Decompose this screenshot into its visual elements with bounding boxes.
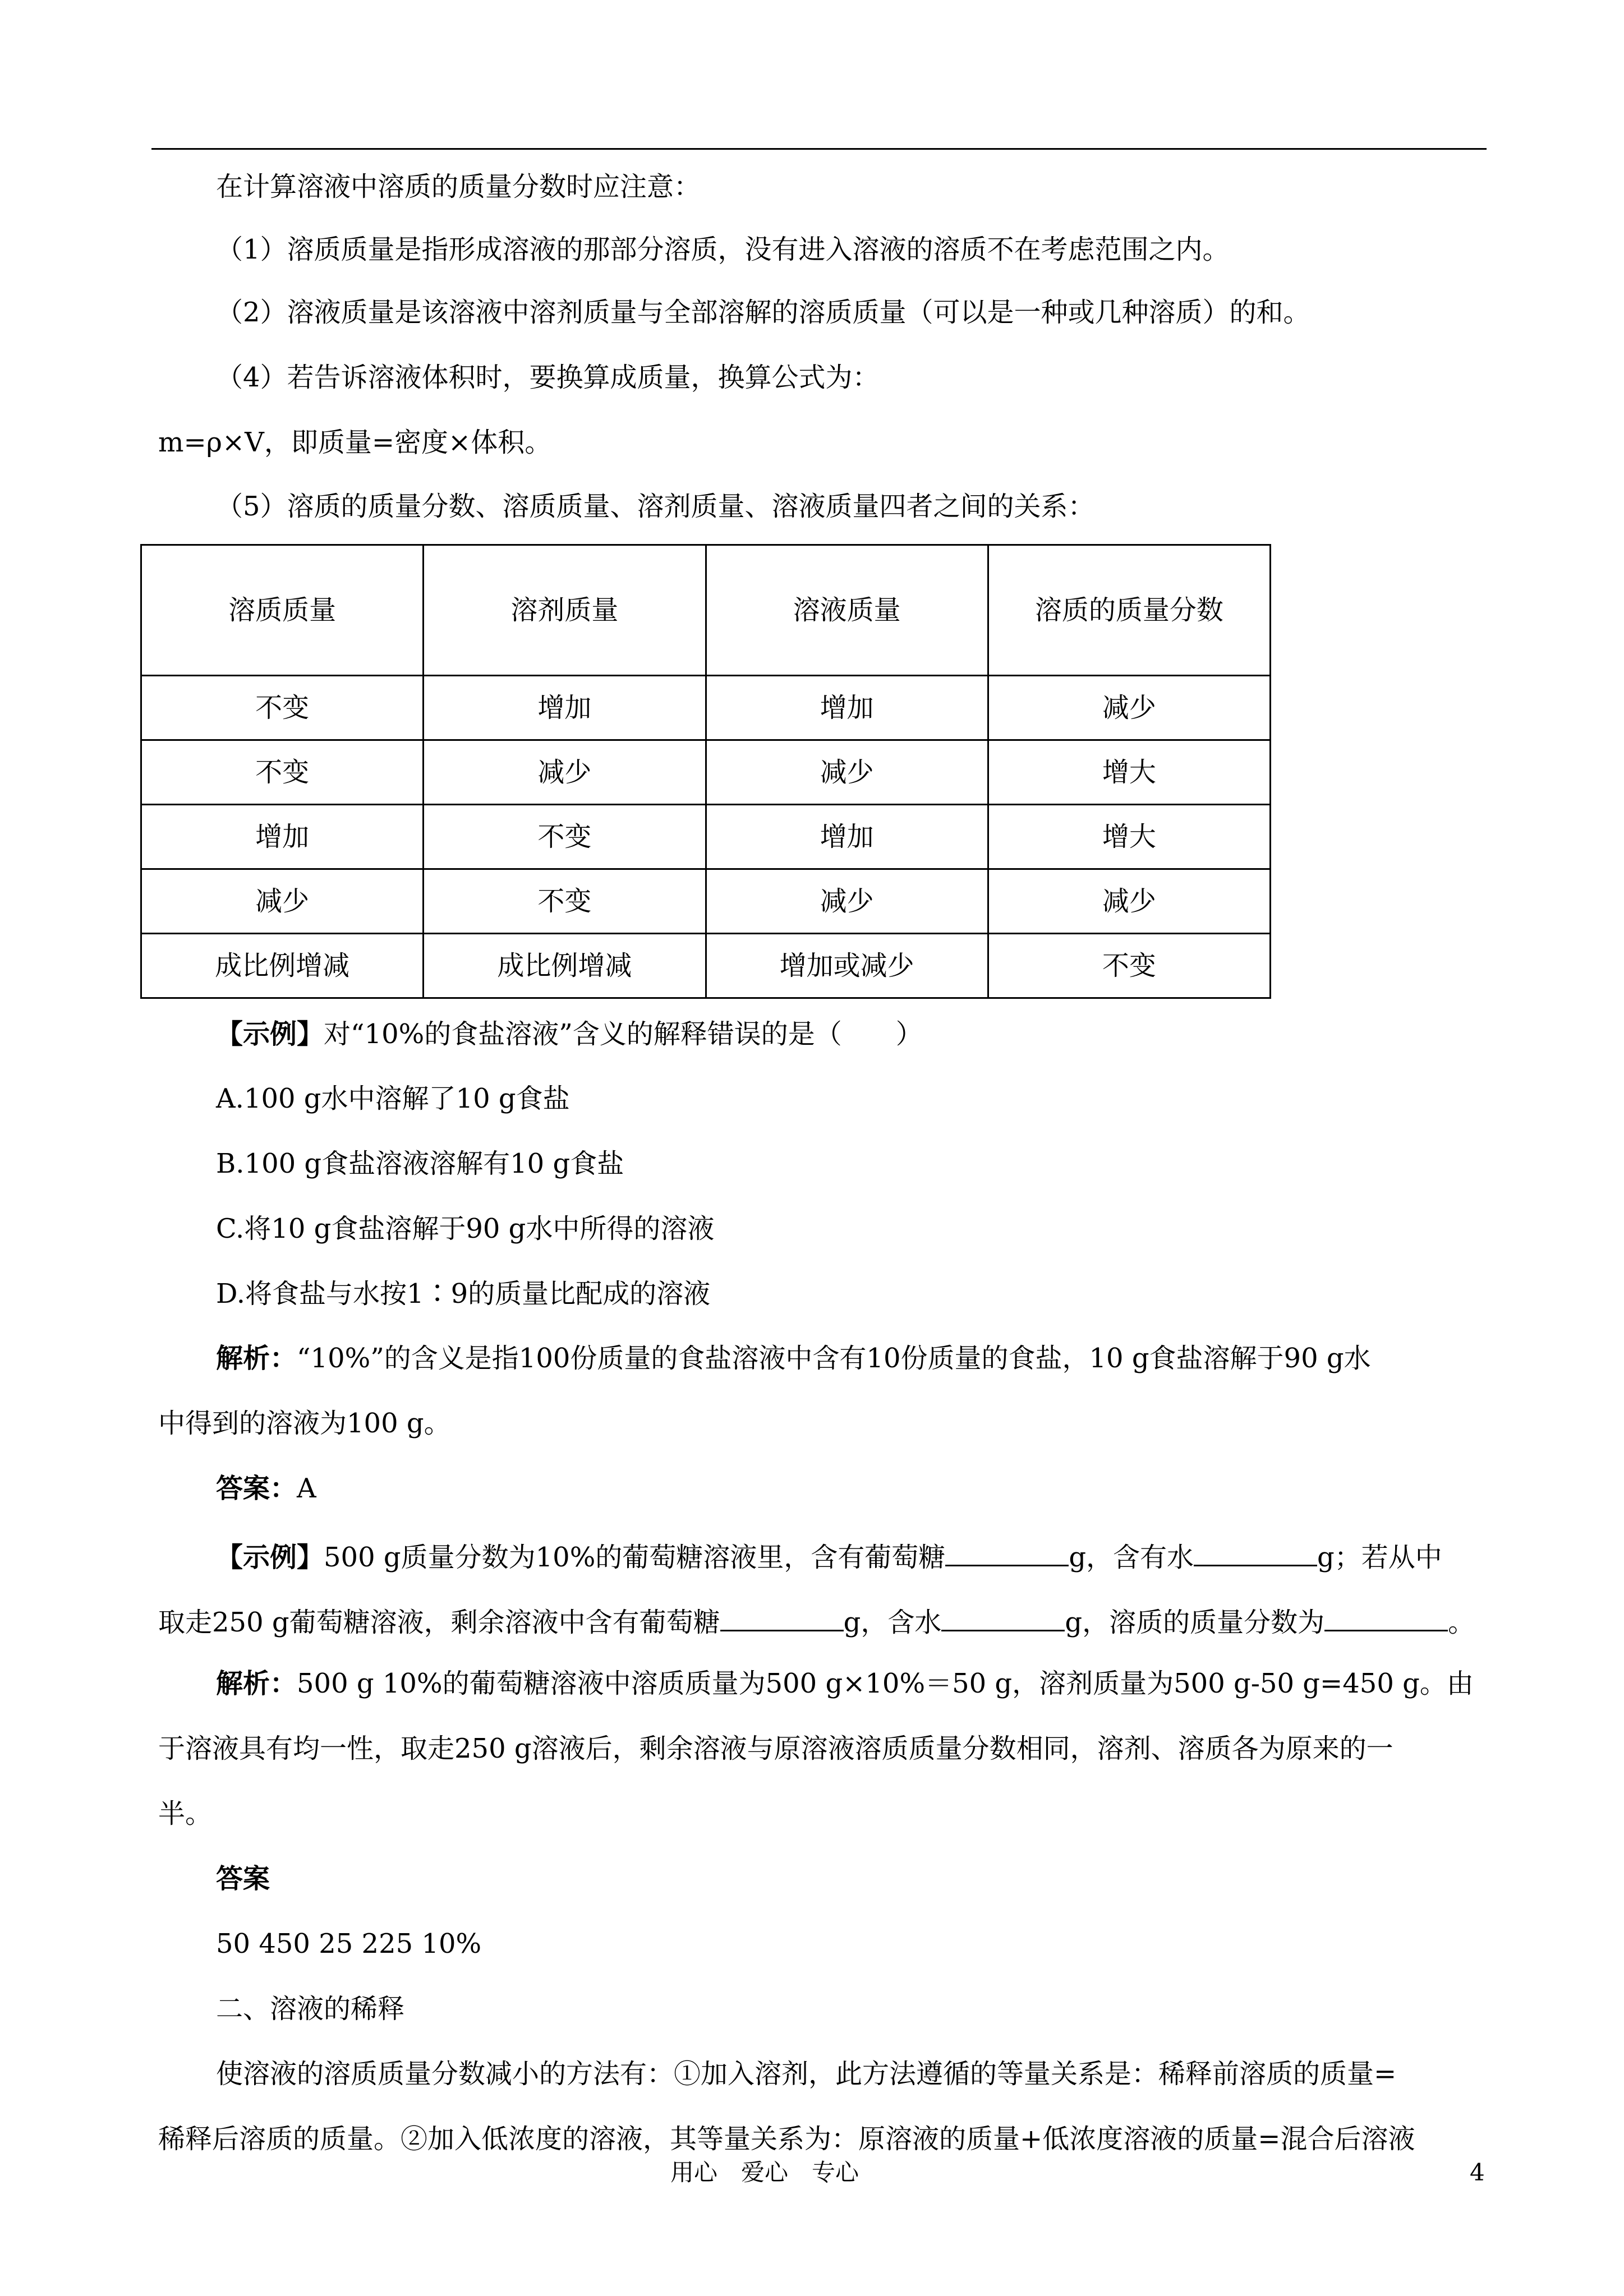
example-1-question [216,1017,923,1051]
question-text: 500 g质量分数为10%的葡萄糖溶液里，含有葡萄糖 [324,1542,946,1573]
table-row [141,869,1271,934]
table-cell: 不变 [424,869,706,934]
analysis-label: 解析： [216,1668,297,1699]
table-cell: 增加 [706,805,988,869]
table-row [141,740,1271,805]
footer-motto: 用心 爱心 专心 [670,2159,859,2186]
table-row [141,805,1271,869]
example-1-analysis-line1 [216,1341,1371,1375]
analysis-label: 解析： [216,1343,297,1374]
example-2-analysis-line3: 半。 [158,1798,213,1829]
table-header-cell: 溶剂质量 [424,545,706,676]
example-2-tag: 【示例】 [216,1542,324,1573]
example-1-analysis-line2: 中得到的溶液为100 g。 [158,1408,451,1439]
table-cell: 增加 [706,676,988,740]
answer-value: A [297,1473,316,1504]
answer-blank[interactable] [945,1537,1069,1566]
option-a: A.100 g水中溶解了10 g食盐 [216,1083,570,1114]
relationship-table [140,544,1271,999]
table-cell: 减少 [988,869,1270,934]
example-2-answer-values: 50 450 25 225 10% [216,1928,482,1960]
example-2-analysis-line1 [216,1667,1474,1700]
question-text: 。 [1448,1607,1475,1638]
table-cell: 减少 [988,676,1270,740]
formula-text: m=ρ×V，即质量=密度×体积。 [158,427,552,458]
table-cell: 增加或减少 [706,934,988,998]
question-text: 取走250 g葡萄糖溶液，剩余溶液中含有葡萄糖 [158,1607,720,1638]
question-text: g，含有水 [1069,1542,1194,1573]
question-text: g，含水 [843,1607,942,1638]
option-b: B.100 g食盐溶液溶解有10 g食盐 [216,1148,624,1179]
answer-blank[interactable] [941,1602,1065,1631]
question-text: g，溶质的质量分数为 [1065,1607,1325,1638]
example-1-text: 对“10%的食盐溶液”含义的解释错误的是（ ） [324,1018,923,1050]
analysis-text: 500 g 10%的葡萄糖溶液中溶质质量为500 g×10%＝50 g，溶剂质量为500 g-50 g=450 g。由 [297,1668,1474,1699]
table-cell: 成比例增减 [424,934,706,998]
table-row [141,934,1271,998]
intro-text: 在计算溶液中溶质的质量分数时应注意： [216,171,701,202]
note-4: （4）若告诉溶液体积时，要换算成质量，换算公式为： [216,362,880,393]
header-rule [151,148,1487,150]
table-cell: 不变 [424,805,706,869]
table-cell: 增加 [424,676,706,740]
table-cell: 不变 [988,934,1270,998]
table-header-cell: 溶液质量 [706,545,988,676]
table-cell: 增加 [141,805,424,869]
option-d: D.将食盐与水按1∶9的质量比配成的溶液 [216,1278,711,1310]
answer-blank[interactable] [1324,1602,1448,1631]
table-header-cell: 溶质质量 [141,545,424,676]
table-row [141,676,1271,740]
example-2-question-line2 [158,1602,1475,1639]
note-5: （5）溶质的质量分数、溶质质量、溶剂质量、溶液质量四者之间的关系： [216,491,1095,522]
table-cell: 不变 [141,740,424,805]
table-cell: 增大 [988,740,1270,805]
answer-label: 答案： [216,1473,297,1504]
table-header-cell: 溶质的质量分数 [988,545,1270,676]
example-1-answer [216,1472,316,1505]
example-2-answer-label: 答案 [216,1863,270,1894]
page-number: 4 [1470,2159,1485,2186]
table-cell: 成比例增减 [141,934,424,998]
table-cell: 减少 [141,869,424,934]
option-c: C.将10 g食盐溶解于90 g水中所得的溶液 [216,1213,715,1244]
question-text: g；若从中 [1317,1542,1442,1573]
section-heading: 二、溶液的稀释 [216,1993,405,2025]
analysis-text: “10%”的含义是指100份质量的食盐溶液中含有10份质量的食盐，10 g食盐溶解于90 g水 [297,1343,1371,1374]
table-cell: 减少 [424,740,706,805]
example-1-tag: 【示例】 [216,1018,324,1050]
note-1: （1）溶质质量是指形成溶液的那部分溶质，没有进入溶液的溶质不在考虑范围之内。 [216,234,1230,265]
table-cell: 减少 [706,869,988,934]
note-2: （2）溶液质量是该溶液中溶剂质量与全部溶解的溶质质量（可以是一种或几种溶质）的和。 [216,297,1310,328]
section-2-line2: 稀释后溶质的质量。②加入低浓度的溶液，其等量关系为：原溶液的质量+低浓度溶液的质量=混合后溶液 [158,2123,1415,2155]
example-2-question-line1 [216,1537,1442,1574]
section-2-line1: 使溶液的溶质质量分数减小的方法有：①加入溶剂，此方法遵循的等量关系是：稀释前溶质的质量= [216,2058,1397,2090]
answer-blank[interactable] [1194,1537,1317,1566]
table-cell: 增大 [988,805,1270,869]
example-2-analysis-line2: 于溶液具有均一性，取走250 g溶液后，剩余溶液与原溶液溶质质量分数相同，溶剂、溶质各为原来的一 [158,1733,1393,1764]
answer-blank[interactable] [720,1602,844,1631]
table-cell: 减少 [706,740,988,805]
table-cell: 不变 [141,676,424,740]
table-header-row [141,545,1271,676]
